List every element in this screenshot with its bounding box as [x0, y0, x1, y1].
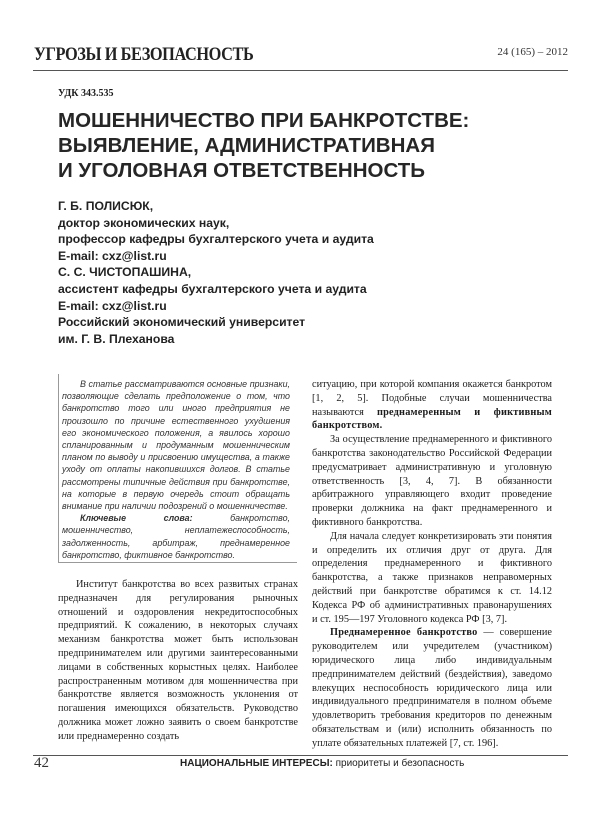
author-name: С. С. ЧИСТОПАШИНА,: [58, 265, 192, 280]
title-line: МОШЕННИЧЕСТВО ПРИ БАНКРОТСТВЕ:: [58, 109, 470, 132]
abstract-text: В статье рассматриваются основные признаки, позволяющие сделать предположение о том, что банкротство того или иного предприятия не произошло по причине естественного ухудшения его экономического положения, а явилось хорошо спланированным и продуманным мошенническим планом по выводу и присвоению имущества, а также уходу от оплаты накопившихся долгов. В статье рассмотрены типичные действия при банкротстве, на которые в первую очередь стоит обращать внимание при наличии подозрений о мошенничестве.: [62, 379, 290, 512]
header-divider: [33, 70, 568, 71]
paragraph: За осуществление преднамеренного и фиктивного банкротства законодательство Российской Федерации предусматривает административную и уголовную ответственность [3, 4, 7]. В обязанности арбитражного управляющего входит проведение проверки должника на факт преднамеренного и фиктивного банкротства.: [312, 434, 552, 528]
author-position: ассистент кафедры бухгалтерского учета и аудита: [58, 281, 367, 296]
paragraph: [312, 626, 552, 750]
term-bold: Преднамеренное банкротство: [330, 627, 478, 639]
journal-name: НАЦИОНАЛЬНЫЕ ИНТЕРЕСЫ:: [180, 758, 333, 769]
title-line: И УГОЛОВНАЯ ОТВЕТСТВЕННОСТЬ: [58, 159, 426, 182]
keywords-label: Ключевые слова:: [80, 513, 193, 524]
author-email: E-mail: cxz@list.ru: [58, 298, 167, 313]
keywords-list: банкротство, мошенничество, неплатежеспособность, задолженность, арбитраж, преднамеренное банкротство, фиктивное банкротство.: [62, 513, 290, 560]
author-degree: доктор экономических наук,: [58, 215, 230, 230]
journal-title: [180, 758, 464, 769]
page-number: 42: [34, 755, 49, 771]
author-email: E-mail: cxz@list.ru: [58, 248, 167, 263]
issue-number: 24 (165) – 2012: [497, 46, 568, 58]
author-position: профессор кафедры бухгалтерского учета и аудита: [58, 232, 374, 247]
article-title: [58, 108, 538, 183]
affiliation: им. Г. В. Плеханова: [58, 331, 175, 346]
title-line: ВЫЯВЛЕНИЕ, АДМИНИСТРАТИВНАЯ: [58, 134, 435, 157]
left-column: [58, 578, 298, 744]
abstract: [62, 378, 290, 561]
paragraph: Для начала следует конкретизировать эти понятия и определить их отличия друг от друга. Для определения преднамеренного и фиктивного банкротства, а также признаков неправомерных действий при банкротстве обратимся к ст. 14.12 Кодекса РФ об административных правонарушениях и ст. 195—197 Уголовного кодекса РФ [3, 7].: [312, 530, 552, 625]
keywords: [62, 512, 290, 561]
paragraph: [312, 378, 552, 433]
right-column: [312, 378, 552, 751]
affiliation: Российский экономический университет: [58, 315, 306, 330]
authors-block: [58, 198, 374, 347]
footer-divider: [33, 755, 568, 756]
paragraph-text: ситуацию, при которой компания окажется банкротом [1, 2, 5]. Подобные случаи мошенничества называются: [312, 379, 552, 418]
author-name: Г. Б. ПОЛИСЮК,: [58, 199, 154, 213]
udk-code: УДК 343.535: [58, 88, 114, 99]
section-title: УГРОЗЫ И БЕЗОПАСНОСТЬ: [34, 44, 254, 65]
paragraph: Институт банкротства во всех развитых странах предназначен для регулирования рыночных отношений и оздоровления некредитоспособных предприятий. К сожалению, в некоторых случаях механизм банкротства может быть использован предпринимателем или другими заинтересованными лицами в собственных корыстных целях. Наиболее распространенным мотивом для мошенничества при банкротстве является возможность уклонения от погашения имеющихся обязательств. Руководство должника может ложно заявить о своем банкротстве или преднамеренно создать: [58, 579, 298, 742]
term-bold: преднамеренным и фиктивным банкротством.: [312, 406, 552, 432]
journal-subtitle: приоритеты и безопасность: [332, 758, 465, 769]
paragraph-text: — совершение руководителем или учредителем (участником) юридического лица либо индивидуальным предпринимателем действий (бездействия), заведомо влекущих неспособность юридического лица или индивидуального предпринимателя в полном объеме удовлетворить требования кредиторов по денежным обязательствам и (или) исполнить обязанность по уплате обязательных платежей [7, ст. 196].: [312, 627, 552, 749]
